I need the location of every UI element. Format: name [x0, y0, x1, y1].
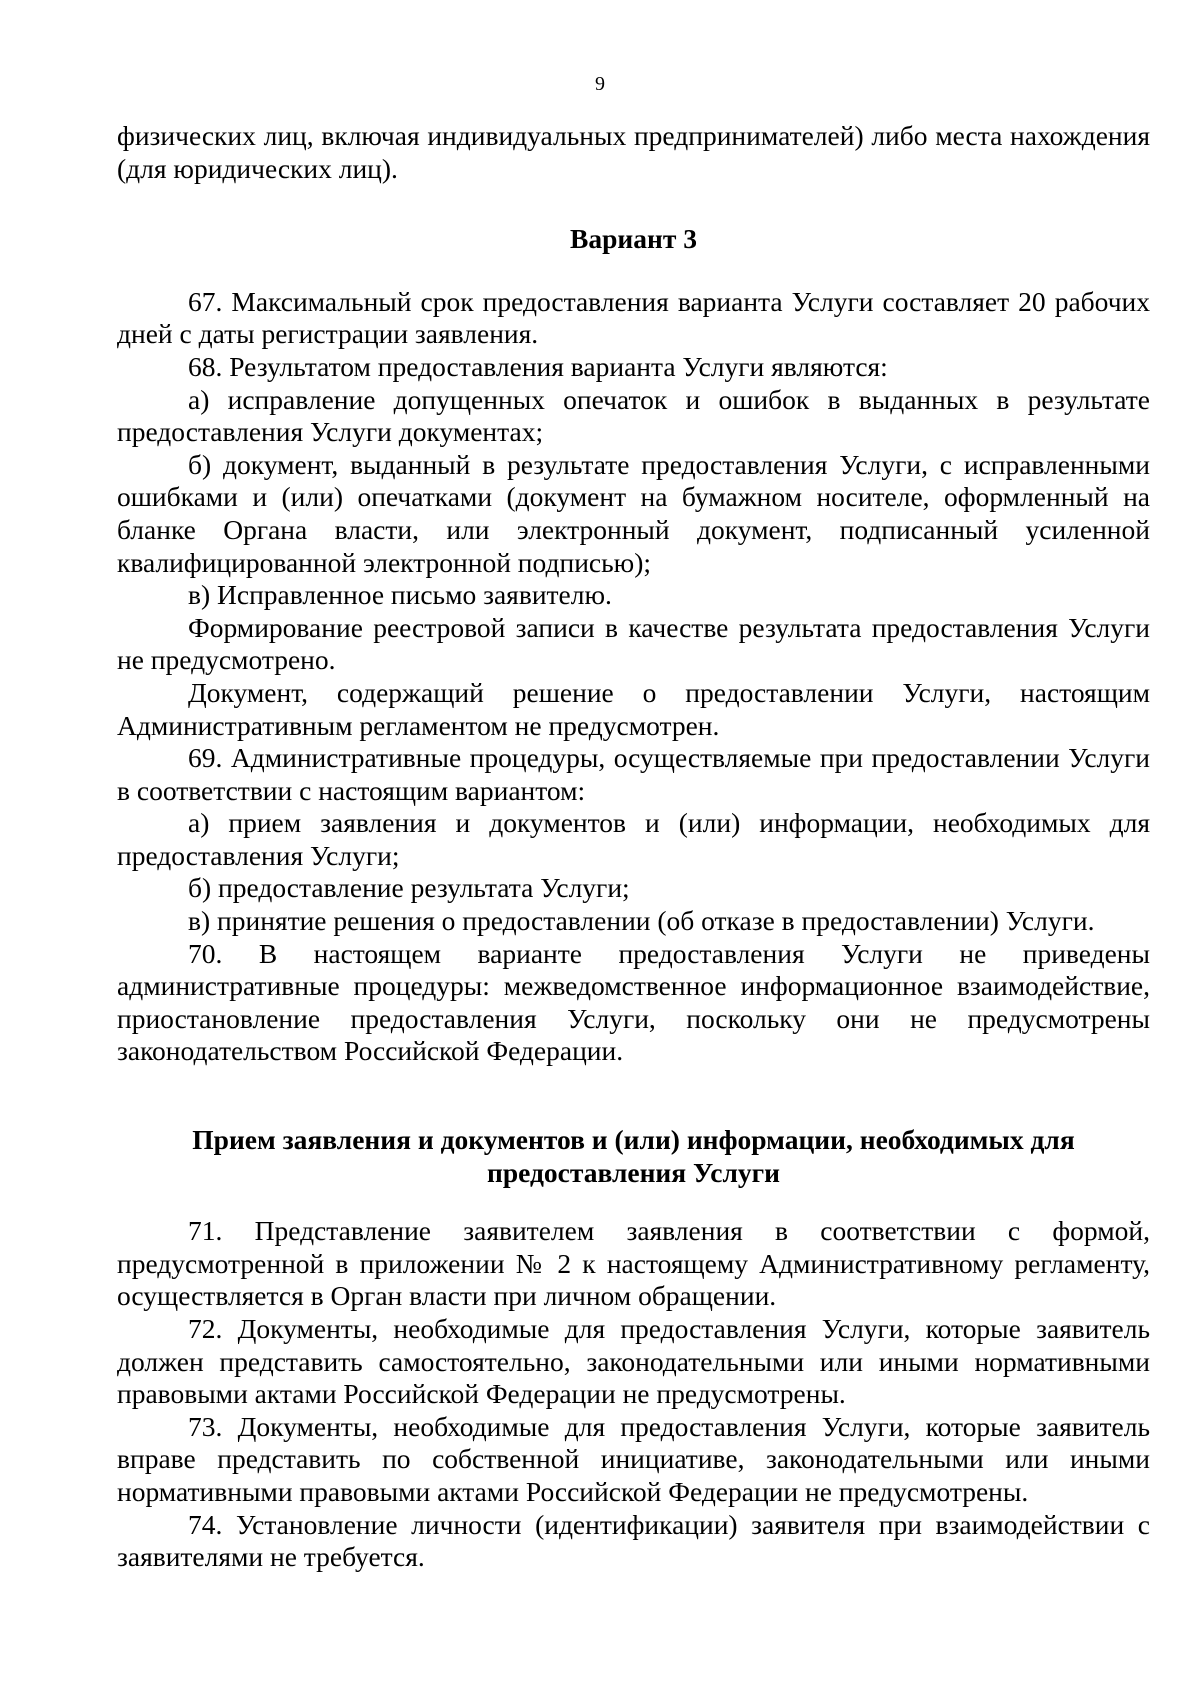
section-heading: Прием заявления и документов и (или) информации, необходимых для предоставления Услуги [192, 1124, 1075, 1188]
reception-section [117, 1215, 1150, 1574]
page-number: 9 [595, 73, 605, 95]
paragraph-70: 70. В настоящем варианте предоставления Услуги не приведены административные процедуры: межведомственное информационное взаимодействие, приостановление предоставления Услуги, поскольку они не предусмотрены законодательством Российской Федерации. [117, 937, 1150, 1067]
intro-paragraph: физических лиц, включая индивидуальных предпринимателей) либо места нахождения (для юридических лиц). [117, 120, 1150, 184]
paragraph-69-v: в) принятие решения о предоставлении (об отказе в предоставлении) Услуги. [188, 905, 1095, 937]
variant-heading: Вариант 3 [570, 223, 697, 255]
paragraph-69-b: б) предоставление результата Услуги; [188, 872, 630, 904]
document-body [117, 120, 1150, 1574]
variant-section [117, 286, 1150, 1068]
paragraph-68-v: в) Исправленное письмо заявителю. [188, 579, 612, 611]
paragraph-68-a: а) исправление допущенных опечаток и ошибок в выданных в результате предоставления Услуги документах; [117, 383, 1150, 448]
paragraph-68-b: б) документ, выданный в результате предоставления Услуги, с исправленными ошибками и (или) опечатками (документ на бумажном носителе, оформленный на бланке Органа власти, или электронный документ, подписанный усиленной квалифицированной электронной подписью); [117, 448, 1150, 578]
paragraph-registry-record: Формирование реестровой записи в качестве результата предоставления Услуги не предусмотрено. [117, 611, 1150, 676]
paragraph-72: 72. Документы, необходимые для предоставления Услуги, которые заявитель должен представить самостоятельно, законодательными или иными нормативными правовыми актами Российской Федерации не предусмотрены. [117, 1313, 1150, 1410]
paragraph-68: 68. Результатом предоставления варианта Услуги являются: [188, 350, 888, 382]
paragraph-74: 74. Установление личности (идентификации) заявителя при взаимодействии с заявителями не требуется. [117, 1508, 1150, 1573]
paragraph-73: 73. Документы, необходимые для предоставления Услуги, которые заявитель вправе представить по собственной инициативе, законодательными или иными нормативными правовыми актами Российской Федерации не предусмотрены. [117, 1410, 1150, 1507]
paragraph-69: 69. Административные процедуры, осуществляемые при предоставлении Услуги в соответствии с настоящим вариантом: [117, 742, 1150, 806]
paragraph-decision-document: Документ, содержащий решение о предоставлении Услуги, настоящим Административным регламентом не предусмотрен. [117, 676, 1150, 741]
paragraph-71: 71. Представление заявителем заявления в соответствии с формой, предусмотренной в приложении № 2 к настоящему Административному регламенту, осуществляется в Орган власти при личном обращении. [117, 1215, 1150, 1312]
paragraph-69-a: а) прием заявления и документов и (или) информации, необходимых для предоставления Услуги; [117, 807, 1150, 871]
paragraph-67: 67. Максимальный срок предоставления варианта Услуги составляет 20 рабочих дней с даты регистрации заявления. [117, 285, 1150, 350]
